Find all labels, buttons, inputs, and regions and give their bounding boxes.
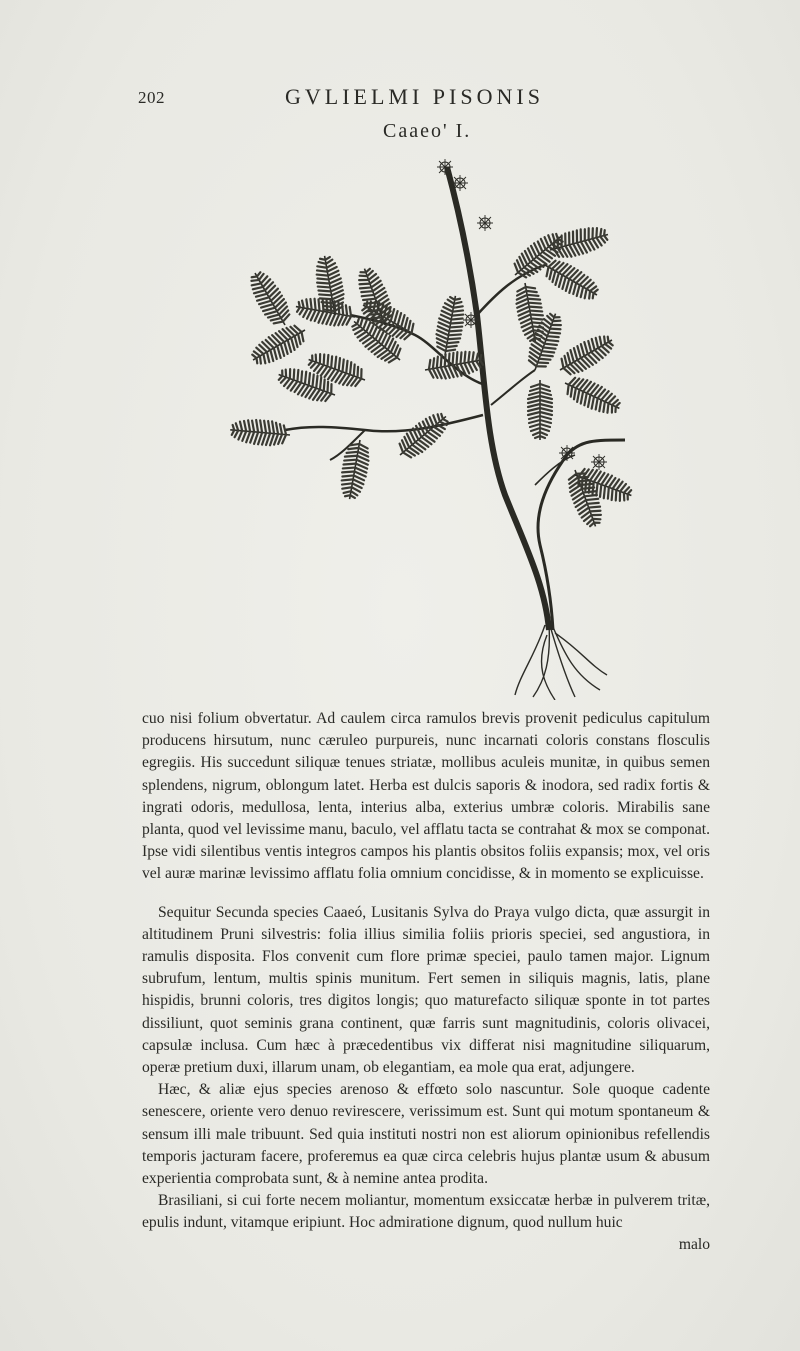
paragraph: Sequitur Secunda species Caaeó, Lusitanis Sylva do Praya vulgo dicta, quæ assurgit in altitudinem Pruni silvestris: folia illius similia foliis prioris speciei, sed angustiora, in ramulis disposita. Flos convenit cum flore primæ speciei, paulo tamen major. Lignum subrufum, lentum, multis spinis munitum. Fert semen in siliquis magnis, latis, plane hispidis, brunni coloris, tres digitos longis; quo maturefacto siliquæ sponte in tot partes dissiliunt, quot seminis grana continent, quæ farris sunt magnitudinis, coloris olivacei, capsulæ inclusa. Cum hæc à præcedentibus vix differat nisi magnitudine siliquarum, operæ pretium duxi, illarum unam, ob elegantiam, ea mole qua erat, adjungere. bbox=[142, 903, 710, 1077]
roots bbox=[515, 625, 607, 700]
paragraph: Brasiliani, si cui forte necem moliantur, momentum exsiccatæ herbæ in pulverem tritæ, epulis indunt, vitamque eripiunt. Hoc admiratione dignum, quod nullum huic bbox=[142, 1192, 710, 1232]
leaflets bbox=[229, 223, 635, 531]
body-text bbox=[142, 708, 710, 1256]
plant-title: Caaeo' I. bbox=[383, 120, 472, 142]
page-number: 202 bbox=[138, 88, 165, 107]
catchword: malo bbox=[678, 1235, 710, 1253]
paragraph: cuo nisi folium obvertatur. Ad caulem circa ramulos brevis provenit pediculus capitulum producens hirsutum, nunc cæruleo purpureis, nunc incarnati coloris constans flosculis egregiis. His succedunt siliquæ tenues striatæ, mollibus aculeis munitæ, in quibus semen splendens, nigrum, oblongum latet. Herba est dulcis saporis & inodora, sed radix fortis & ingrati odoris, medullosa, lenta, interius alba, exterius umbræ coloris. Mirabilis sane planta, quod vel levissime manu, baculo, vel afflatu tacta se contrahat & mox se componat. Ipse vidi silentibus ventis integros campos his plantis obsitos foliis expansis; mox, vel oris vel auræ marinæ levissimo afflatu folia omnium concidisse, & in momento se explicuisse. bbox=[142, 710, 710, 883]
paragraph: Hæc, & aliæ ejus species arenoso & effœto solo nascuntur. Sole quoque cadente senescere, oriente vero denuo revirescere, verissimum est. Sunt qui motum spontaneum & sensum illi male tribuunt. Sed quia instituti nostri non est aliorum opinionibus refellendis temporis jacturam facere, proferemus ea quæ circa celebris hujus plantæ usum & abusum experientia comprobata sunt, & à nemine antea prodita. bbox=[142, 1081, 710, 1188]
running-head: GVLIELMI PISONIS bbox=[285, 84, 544, 109]
plant-woodcut-illustration bbox=[215, 155, 635, 700]
